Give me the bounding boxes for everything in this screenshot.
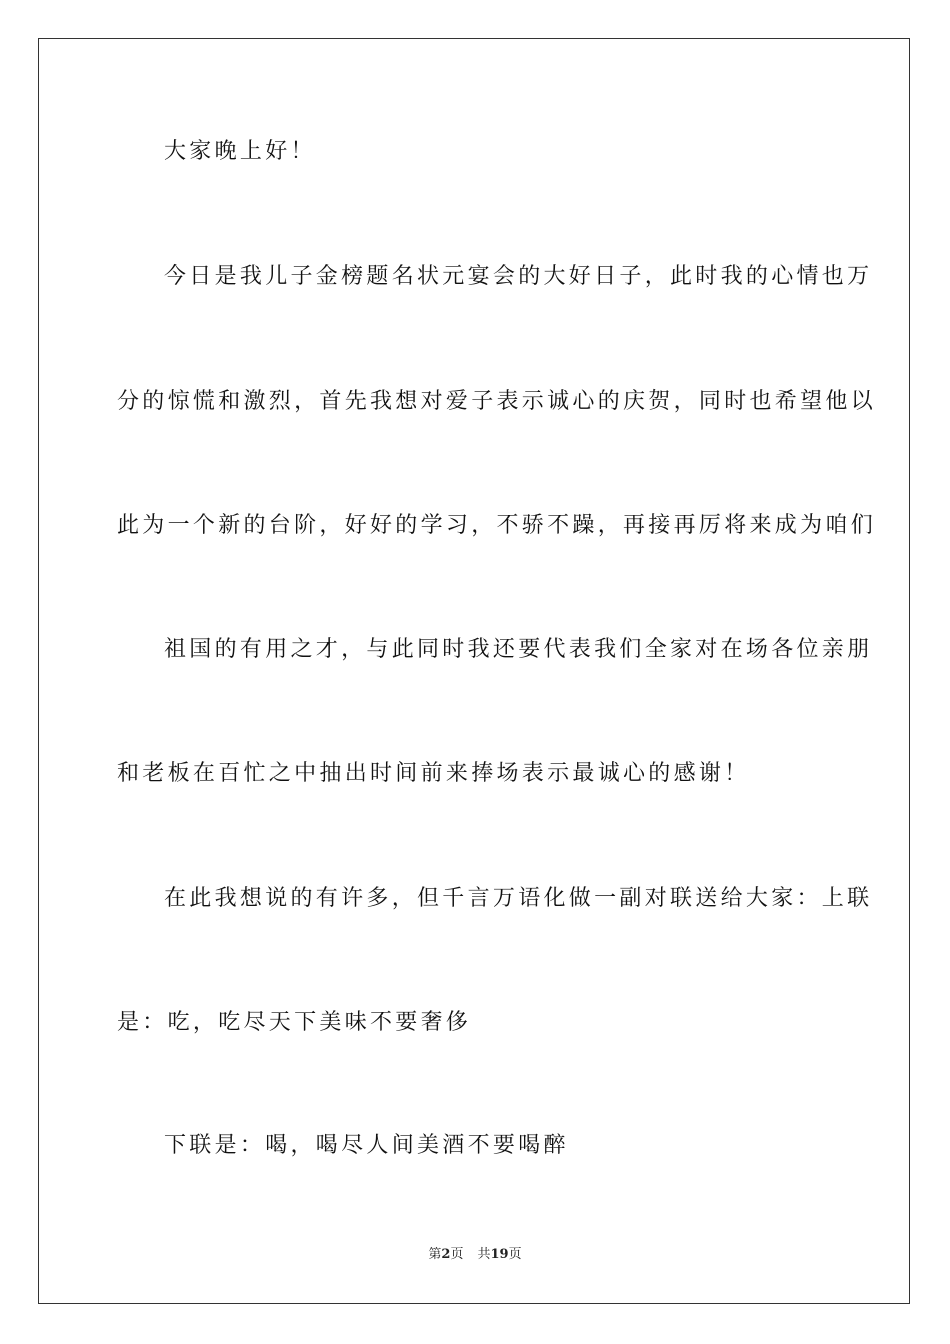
footer-page-prefix: 第 [428, 1247, 442, 1262]
footer-total-suffix: 页 [508, 1247, 522, 1262]
text-line-1: 大家晚上好！ [164, 139, 316, 164]
text-line-6: 和老板在百忙之中抽出时间前来捧场表示最诚心的感谢！ [117, 761, 750, 786]
text-line-7: 在此我想说的有许多，但千言万语化做一副对联送给大家：上联 [164, 886, 873, 911]
text-line-9: 下联是：喝，喝尽人间美酒不要喝醉 [164, 1133, 569, 1158]
page-border [38, 38, 910, 1304]
footer-total-pages: 19 [490, 1247, 509, 1262]
text-line-4: 此为一个新的台阶，好好的学习，不骄不躁，再接再厉将来成为咱们 [117, 513, 877, 538]
footer-page-suffix: 页 [450, 1247, 464, 1262]
page-footer [0, 1247, 950, 1263]
footer-total-prefix: 共 [477, 1247, 491, 1262]
text-line-5: 祖国的有用之才，与此同时我还要代表我们全家对在场各位亲朋 [164, 637, 873, 662]
text-line-8: 是：吃，吃尽天下美味不要奢侈 [117, 1010, 472, 1035]
text-line-3: 分的惊慌和激烈，首先我想对爱子表示诚心的庆贺，同时也希望他以 [117, 389, 877, 414]
text-line-2: 今日是我儿子金榜题名状元宴会的大好日子，此时我的心情也万 [164, 264, 873, 289]
footer-page-number: 2 [441, 1247, 451, 1262]
